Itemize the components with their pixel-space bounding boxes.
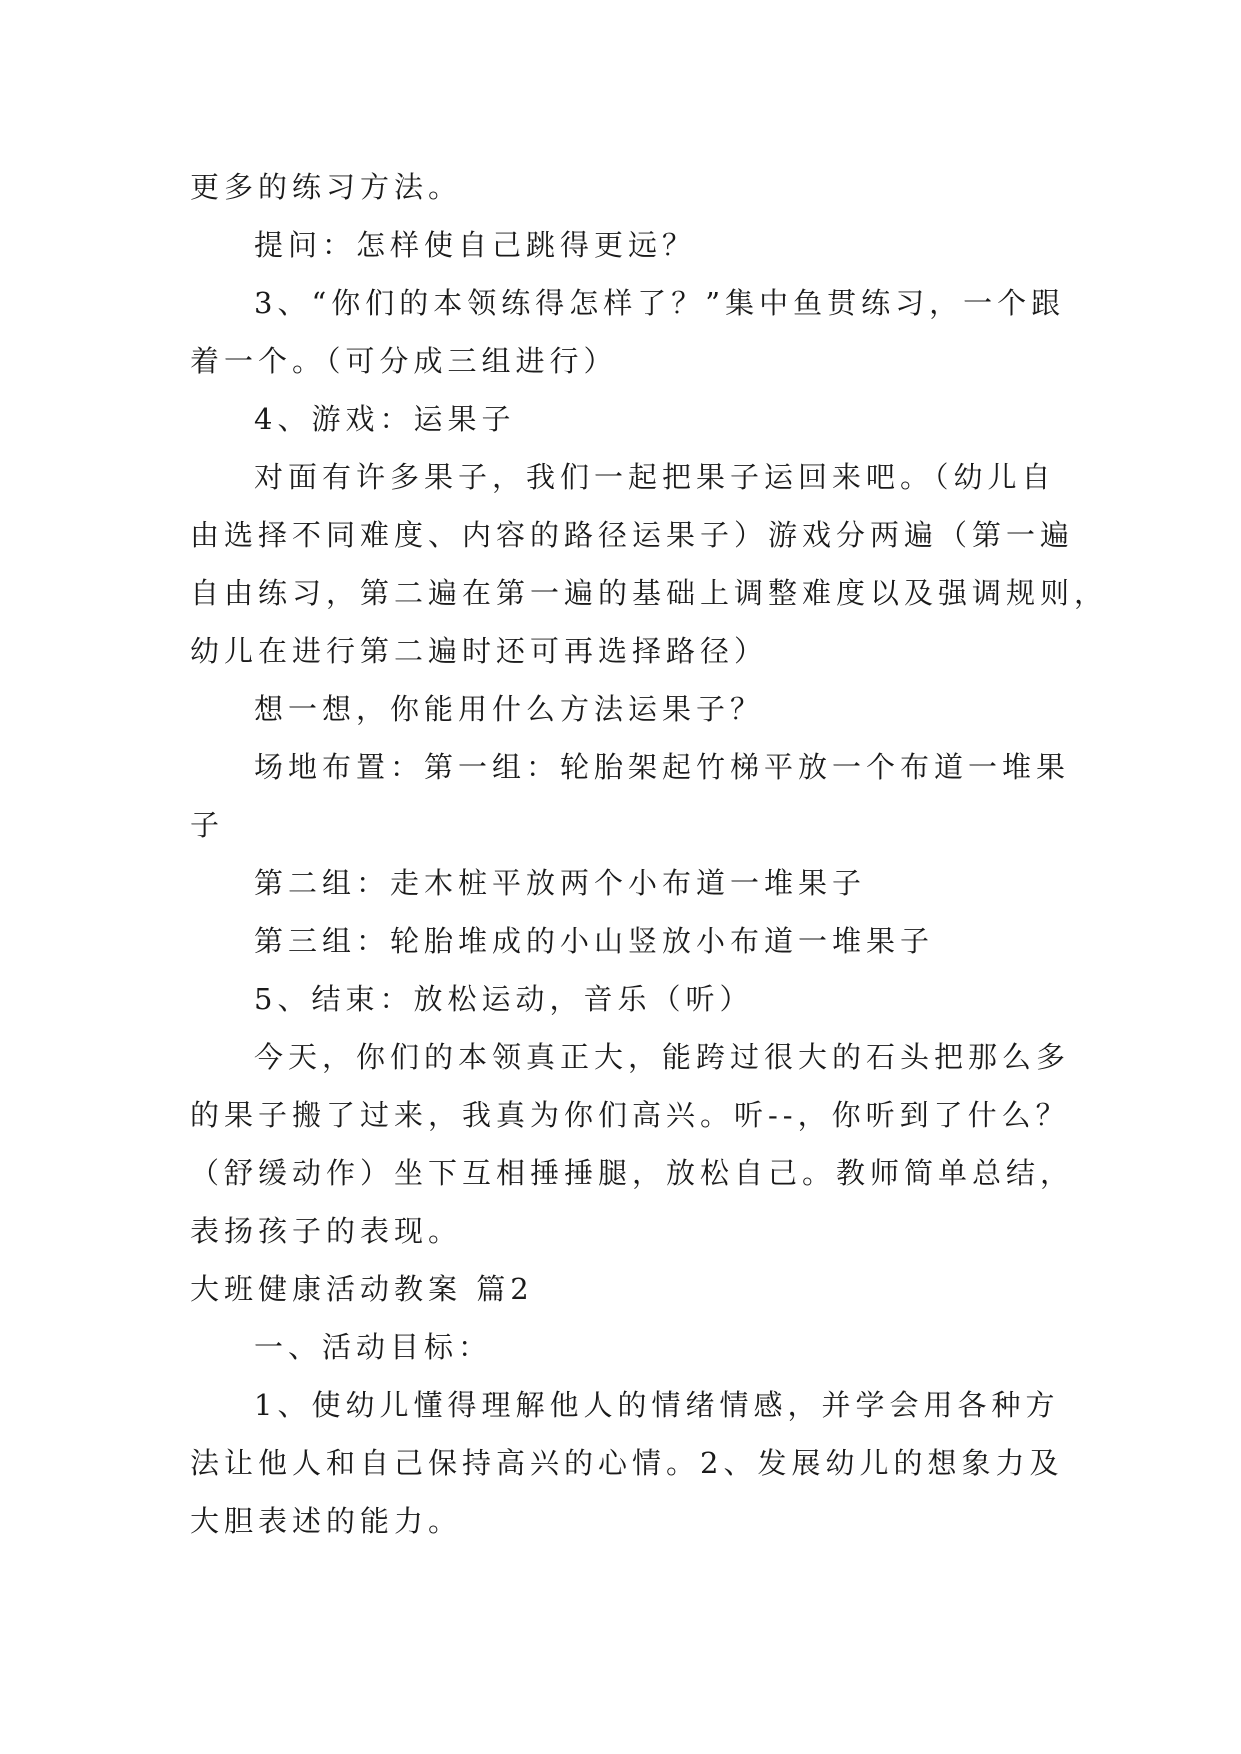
text-line-8: 自由练习，第二遍在第一遍的基础上调整难度以及强调规则， xyxy=(190,576,1109,610)
text-line-22: 1、使幼儿懂得理解他人的情绪情感，并学会用各种方 xyxy=(254,1388,1060,1422)
text-line-9: 幼儿在进行第二遍时还可再选择路径） xyxy=(190,634,769,668)
text-line-3: 3、“你们的本领练得怎样了？”集中鱼贯练习，一个跟 xyxy=(254,286,1066,320)
text-line-15: 5、结束：放松运动，音乐（听） xyxy=(254,982,754,1016)
text-line-4: 着一个。（可分成三组进行） xyxy=(190,344,618,378)
text-line-21: 一、活动目标： xyxy=(254,1330,493,1364)
text-line-12: 子 xyxy=(190,808,225,842)
text-line-19: 表扬孩子的表现。 xyxy=(190,1214,463,1248)
text-line-6: 对面有许多果子，我们一起把果子运回来吧。（幼儿自 xyxy=(254,460,1056,494)
text-line-13: 第二组：走木桩平放两个小布道一堆果子 xyxy=(254,866,867,900)
text-line-23: 法让他人和自己保持高兴的心情。2、发展幼儿的想象力及 xyxy=(190,1446,1064,1480)
text-line-7: 由选择不同难度、内容的路径运果子）游戏分两遍（第一遍 xyxy=(190,518,1075,552)
text-line-18: （舒缓动作）坐下互相捶捶腿，放松自己。教师简单总结， xyxy=(190,1156,1075,1190)
text-line-10: 想一想，你能用什么方法运果子？ xyxy=(254,692,765,726)
document-body xyxy=(190,158,1109,1550)
section-heading: 大班健康活动教案 篇2 xyxy=(190,1272,534,1306)
text-line-2: 提问：怎样使自己跳得更远？ xyxy=(254,228,697,262)
text-line-17: 的果子搬了过来，我真为你们高兴。听--，你听到了什么？ xyxy=(190,1098,1070,1132)
text-line-1: 更多的练习方法。 xyxy=(190,170,463,204)
text-line-11: 场地布置：第一组：轮胎架起竹梯平放一个布道一堆果 xyxy=(254,750,1071,784)
text-line-5: 4、游戏：运果子 xyxy=(254,402,516,436)
text-line-14: 第三组：轮胎堆成的小山竖放小布道一堆果子 xyxy=(254,924,935,958)
text-line-24: 大胆表述的能力。 xyxy=(190,1504,463,1538)
text-line-16: 今天，你们的本领真正大，能跨过很大的石头把那么多 xyxy=(254,1040,1071,1074)
